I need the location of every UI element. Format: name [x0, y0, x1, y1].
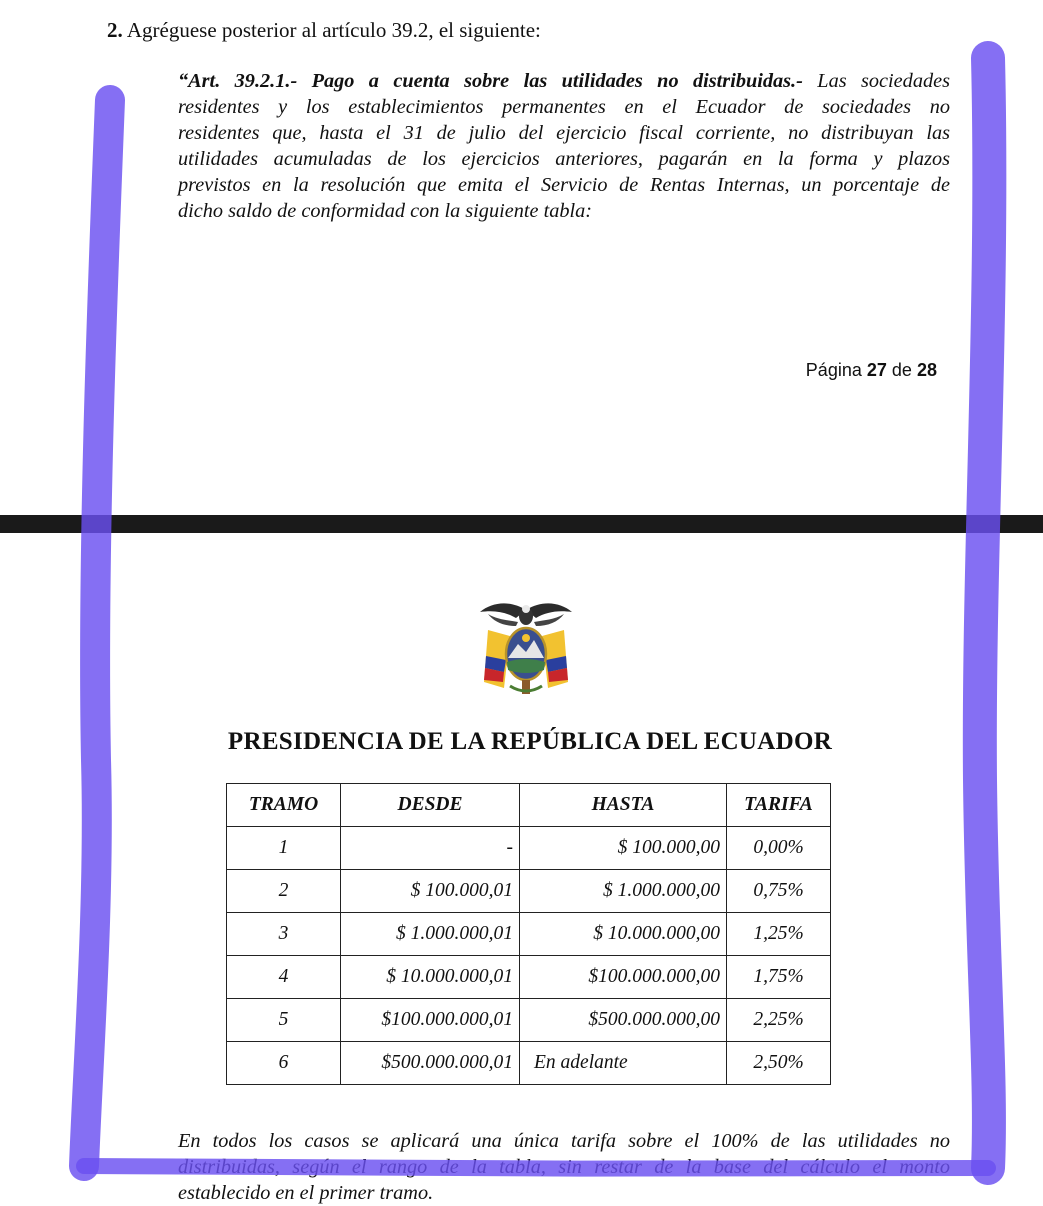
page-prefix: Página: [805, 360, 862, 380]
page-total: 28: [916, 360, 937, 380]
item-text: Agréguese posterior al artículo 39.2, el siguiente:: [126, 18, 541, 42]
cell-tramo: 4: [227, 956, 341, 999]
cell-tarifa: 1,25%: [727, 913, 831, 956]
header-tarifa: TARIFA: [727, 784, 831, 827]
page-number: [780, 358, 937, 382]
cell-tarifa: 0,75%: [727, 870, 831, 913]
tariff-table: [226, 783, 831, 1085]
cell-tramo: 3: [227, 913, 341, 956]
footer-paragraph: [178, 1128, 950, 1206]
article-line-3: residentes que, hasta el 31 de julio del ejercicio fiscal corriente, no distribuyan las: [178, 122, 950, 144]
page-title: PRESIDENCIA DE LA REPÚBLICA DEL ECUADOR: [227, 728, 833, 755]
footer-line-3: establecido en el primer tramo.: [178, 1182, 434, 1204]
header-tramo: TRAMO: [227, 784, 341, 827]
article-39-2-1: [178, 68, 950, 224]
cell-tramo: 1: [227, 827, 341, 870]
cell-tarifa: 2,25%: [727, 999, 831, 1042]
article-line-1-text: Las sociedades: [802, 70, 950, 92]
item-2-instruction: [107, 16, 541, 44]
item-number: 2.: [107, 18, 123, 42]
page-break-divider: [0, 515, 1043, 533]
table-row: [227, 870, 831, 913]
cell-hasta: $ 1.000.000,00: [520, 870, 727, 913]
cell-desde: $ 1.000.000,01: [341, 913, 520, 956]
table-row: [227, 827, 831, 870]
article-line-1: [178, 68, 950, 94]
table-header-row: [227, 784, 831, 827]
cell-desde: $ 10.000.000,01: [341, 956, 520, 999]
coat-of-arms-icon: [470, 596, 582, 700]
cell-tarifa: 2,50%: [727, 1042, 831, 1085]
cell-desde: -: [341, 827, 520, 870]
cell-tramo: 6: [227, 1042, 341, 1085]
cell-hasta: $ 100.000,00: [520, 827, 727, 870]
cell-tramo: 5: [227, 999, 341, 1042]
cell-tarifa: 1,75%: [727, 956, 831, 999]
cell-tarifa: 0,00%: [727, 827, 831, 870]
table-row: [227, 999, 831, 1042]
cell-hasta: En adelante: [520, 1042, 727, 1085]
article-heading: “Art. 39.2.1.- Pago a cuenta sobre las utilidades no distribuidas.-: [178, 70, 803, 92]
article-line-5: previstos en la resolución que emita el Servicio de Rentas Internas, un porcentaje de: [178, 174, 950, 196]
article-line-4: utilidades acumuladas de los ejercicios anteriores, pagarán en la forma y plazos: [178, 148, 950, 170]
footer-line-2: distribuidas, según el rango de la tabla, sin restar de la base del cálculo el monto: [178, 1156, 950, 1178]
page-current: 27: [866, 360, 887, 380]
table-row: [227, 956, 831, 999]
cell-hasta: $ 10.000.000,00: [520, 913, 727, 956]
cell-desde: $100.000.000,01: [341, 999, 520, 1042]
article-line-2: residentes y los establecimientos permanentes en el Ecuador de sociedades no: [178, 96, 950, 118]
table-row: [227, 913, 831, 956]
cell-desde: $ 100.000,01: [341, 870, 520, 913]
highlighter-right-stroke: [980, 58, 990, 1168]
cell-desde: $500.000.000,01: [341, 1042, 520, 1085]
cell-hasta: $100.000.000,00: [520, 956, 727, 999]
page-of: de: [891, 360, 912, 380]
footer-line-1: En todos los casos se aplicará una única tarifa sobre el 100% de las utilidades no: [178, 1130, 950, 1152]
highlighter-left-stroke: [84, 100, 110, 1166]
article-line-6: dicho saldo de conformidad con la siguiente tabla:: [178, 200, 593, 222]
cell-hasta: $500.000.000,00: [520, 999, 727, 1042]
header-hasta: HASTA: [520, 784, 727, 827]
header-desde: DESDE: [341, 784, 520, 827]
table-row: [227, 1042, 831, 1085]
cell-tramo: 2: [227, 870, 341, 913]
